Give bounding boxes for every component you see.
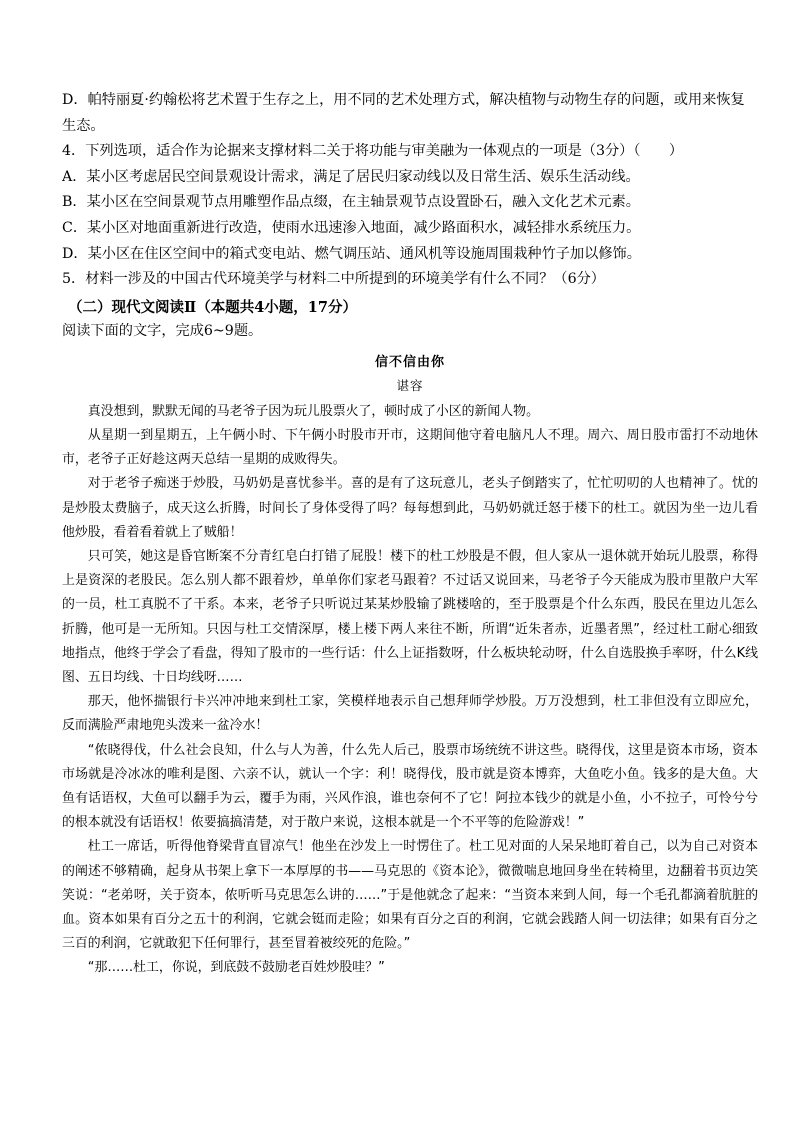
story-paragraph: “那……杜工，你说，到底鼓不鼓励老百姓炒股哇？” bbox=[87, 960, 385, 976]
question-5: 5．材料一涉及的中国古代环境美学与材料二中所提到的环境美学有什么不同？（6分） bbox=[62, 271, 605, 288]
story-body bbox=[62, 400, 758, 981]
question-4-option-d: D．某小区在住区空间中的箱式变电站、燃气调压站、通风机等设施周围栽种竹子加以修饰。 bbox=[62, 245, 641, 262]
question-4-option-a: A．某小区考虑居民空间景观设计需求，满足了居民归家动线以及日常生活、娱乐生活动线。 bbox=[62, 168, 640, 185]
story-paragraph: 从星期一到星期五，上午俩小时、下午俩小时股市开市，这期间他守着电脑凡人不理。周六、周日股市雷打不动地休市，老爷子正好趁这两天总结一星期的成败得失。 bbox=[62, 427, 758, 468]
prev-option-d: D．帕特丽夏·约翰松将艺术置于生存之上，用不同的艺术处理方式，解决植物与动物生存的问题，或用来恢复生态。 bbox=[62, 92, 745, 134]
story-paragraph: 真没想到，默默无闻的马老爷子因为玩儿股票火了，顿时成了小区的新闻人物。 bbox=[87, 403, 539, 419]
story-paragraph: 杜工一席话，听得他脊梁背直冒凉气！他坐在沙发上一时愣住了。杜工见对面的人呆呆地盯着自己，以为自己对资本的阐述不够精确，起身从书架上拿下一本厚厚的书——马克思的《资本论》，微微喘息地回身坐在转椅里，边翻着书页边笑笑说：“老弟呀，关于资本，侬听听马克思怎么讲的……”于是他就念了起来：“当资本来到人间，每一个毛孔都滴着肮脏的血。资本如果有百分之五十的利润，它就会铤而走险；如果有百分之百的利润，它就会践踏人间一切法律；如果有百分之三百的利润，它就敢犯下任何罪行，甚至冒着被绞死的危险。” bbox=[62, 839, 758, 952]
story-paragraph: “侬晓得伐，什么社会良知，什么与人为善，什么先人后己，股票市场统统不讲这些。晓得伐，这里是资本市场，资本市场就是冷冰冰的唯利是图、六亲不认，就认一个字：利！晓得伐，股市就是资本博弈，大鱼吃小鱼。钱多的是大鱼。大鱼有话语权，大鱼可以翻手为云，覆手为雨，兴风作浪，谁也奈何不了它！阿拉本钱少的就是小鱼，小不拉子，可怜兮兮的根本就没有话语权！侬要搞搞清楚，对于散户来说，这根本就是一个不平等的危险游戏！” bbox=[62, 742, 758, 831]
question-4-option-b: B．某小区在空间景观节点用雕塑作品点缀，在主轴景观节点设置卧石，融入文化艺术元素。 bbox=[62, 194, 640, 211]
section-heading: （二）现代文阅读Ⅱ（本题共4小题，17分） bbox=[68, 298, 357, 316]
story-author: 谌容 bbox=[396, 377, 424, 393]
question-4-option-c: C．某小区对地面重新进行改造，使雨水迅速渗入地面，减少路面积水，减轻排水系统压力。 bbox=[62, 219, 641, 236]
story-paragraph: 只可笑，她这是昏官断案不分青红皂白打错了屁股！楼下的杜工炒股是不假，但人家从一退休就开始玩儿股票，称得上是资深的老股民。怎么别人都不跟着炒，单单你们家老马跟着？不过话又说回来，马老爷子今天能成为股市里散户大军的一员，杜工真脱不了干系。本来，老爷子只听说过某某炒股输了跳楼啥的，至于股票是个什么东西，股民在里边儿怎么折腾，他可是一无所知。只因与杜工交情深厚，楼上楼下两人来往不断，所谓“近朱者赤，近墨者黑”，经过杜工耐心细致地指点，他终于学会了看盘，得知了股市的一些行话：什么上证指数呀，什么板块轮动呀，什么自选股换手率呀，什么K线图、五日均线、十日均线呀…… bbox=[62, 548, 758, 685]
story-paragraph: 对于老爷子痴迷于炒股，马奶奶是喜忧参半。喜的是有了这玩意儿，老头子倒踏实了，忙忙叨叨的人也精神了。忧的是炒股太费脑子，成天这么折腾，时间长了身体受得了吗？每每想到此，马奶奶就迁怒于楼下的杜工。就因为坐一边儿看他炒股，看着看着就上了贼船！ bbox=[62, 476, 758, 540]
section-intro: 阅读下面的文字，完成6~9题。 bbox=[62, 322, 263, 339]
story-paragraph: 那天，他怀揣银行卡兴冲冲地来到杜工家，笑模样地表示自己想拜师学炒股。万万没想到，杜工非但没有立即应允，反而满脸严肃地兜头泼来一盆冷水！ bbox=[62, 694, 758, 734]
question-4-stem: 4．下列选项，适合作为论据来支撑材料二关于将功能与审美融为一体观点的一项是（3分）（ ） bbox=[62, 143, 684, 160]
story-title: 信不信由你 bbox=[374, 354, 445, 370]
